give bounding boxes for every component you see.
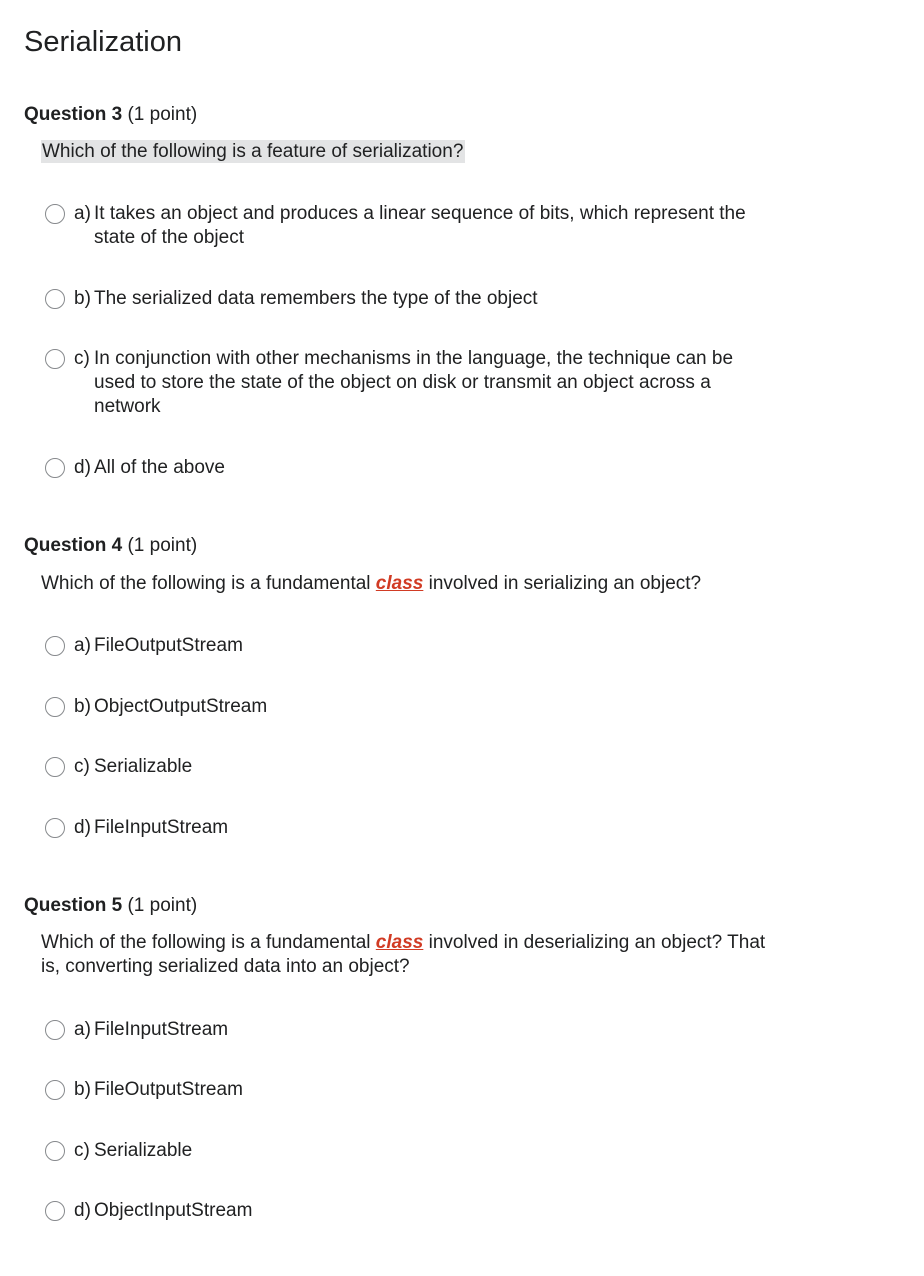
question-3-option-b[interactable] (45, 287, 754, 311)
option-letter: b) (74, 288, 91, 309)
question-5-option-b[interactable] (45, 1078, 754, 1102)
option-letter: d) (74, 457, 91, 478)
option-text: Serializable (94, 756, 193, 777)
option-text: The serialized data remembers the type of the object (94, 288, 538, 309)
question-4-option-b[interactable] (45, 695, 754, 719)
radio-button[interactable] (45, 1020, 65, 1040)
question-number: Question 3 (24, 104, 123, 125)
question-5-prompt (41, 931, 781, 979)
option-text: Serializable (94, 1140, 193, 1161)
question-4-header (24, 535, 197, 557)
question-5-header (24, 895, 197, 917)
option-text: FileInputStream (94, 817, 229, 838)
question-3-option-c[interactable] (45, 347, 754, 419)
radio-button[interactable] (45, 1141, 65, 1161)
option-letter: b) (74, 696, 91, 717)
question-3-option-a[interactable] (45, 202, 754, 250)
option-letter: a) (74, 1019, 91, 1040)
question-prompt-text: Which of the following is a feature of serialization? (42, 141, 464, 162)
question-3-option-d[interactable] (45, 456, 754, 480)
question-prompt-text: involved in deserializing an object? That is, converting serialized data into an object? (41, 932, 766, 977)
page-title: Serialization (24, 26, 182, 58)
question-3-header (24, 104, 197, 126)
keyword-link[interactable]: class (375, 573, 424, 594)
radio-button[interactable] (45, 757, 65, 777)
question-5-option-c[interactable] (45, 1139, 754, 1163)
option-text: It takes an object and produces a linear sequence of bits, which represent the state of the object (94, 203, 746, 248)
radio-button[interactable] (45, 1080, 65, 1100)
question-number: Question 5 (24, 895, 123, 916)
option-letter: d) (74, 1200, 91, 1221)
question-number: Question 4 (24, 535, 123, 556)
radio-button[interactable] (45, 697, 65, 717)
option-letter: c) (74, 1140, 90, 1161)
question-4-option-d[interactable] (45, 816, 754, 840)
radio-button[interactable] (45, 349, 65, 369)
option-letter: c) (74, 348, 90, 369)
question-prompt-text: Which of the following is a fundamental (41, 573, 376, 594)
question-prompt-text: Which of the following is a fundamental (41, 932, 376, 953)
question-points: (1 point) (127, 895, 198, 916)
option-text: ObjectOutputStream (94, 696, 268, 717)
question-prompt-text: involved in serializing an object? (423, 573, 702, 594)
question-4-option-c[interactable] (45, 755, 754, 779)
keyword-link[interactable]: class (375, 932, 424, 953)
option-letter: b) (74, 1079, 91, 1100)
radio-button[interactable] (45, 1201, 65, 1221)
option-text: FileOutputStream (94, 635, 243, 656)
option-text: FileOutputStream (94, 1079, 243, 1100)
option-text: In conjunction with other mechanisms in the language, the technique can be used to store the state of the object on disk or transmit an object across a network (94, 348, 734, 417)
question-points: (1 point) (127, 535, 198, 556)
radio-button[interactable] (45, 818, 65, 838)
radio-button[interactable] (45, 204, 65, 224)
option-text: FileInputStream (94, 1019, 229, 1040)
option-letter: d) (74, 817, 91, 838)
question-points: (1 point) (127, 104, 198, 125)
question-4-option-a[interactable] (45, 634, 754, 658)
option-text: All of the above (94, 457, 225, 478)
option-letter: c) (74, 756, 90, 777)
question-5-option-d[interactable] (45, 1199, 754, 1223)
question-4-prompt (41, 572, 781, 596)
question-3-prompt (41, 140, 781, 164)
option-letter: a) (74, 203, 91, 224)
option-letter: a) (74, 635, 91, 656)
radio-button[interactable] (45, 458, 65, 478)
radio-button[interactable] (45, 289, 65, 309)
question-5-option-a[interactable] (45, 1018, 754, 1042)
option-text: ObjectInputStream (94, 1200, 253, 1221)
radio-button[interactable] (45, 636, 65, 656)
